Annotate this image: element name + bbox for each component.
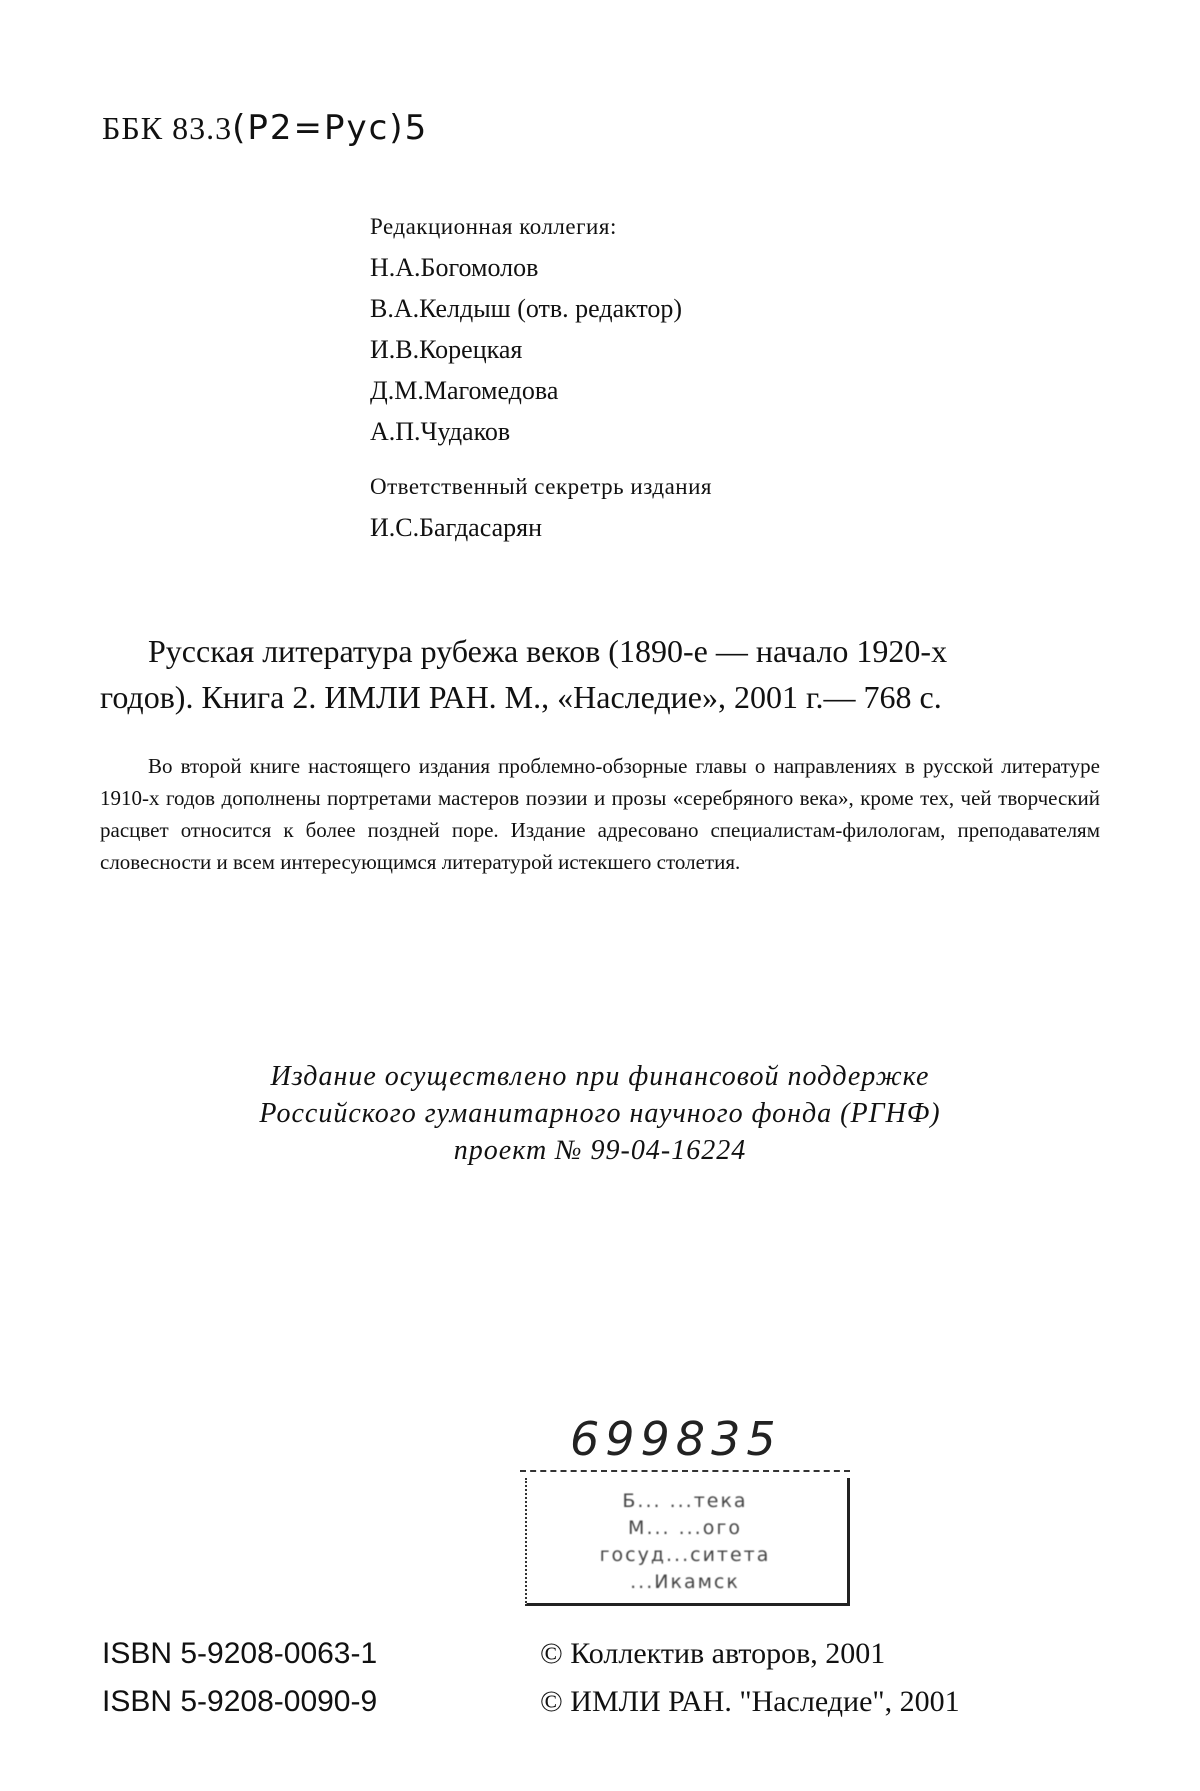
board-member: Н.А.Богомолов [370,253,539,282]
stamp-line: Б... ...тека [622,1490,748,1512]
copyright-line: © Коллектив авторов, 2001 [540,1637,886,1670]
bibliographic-line-1: Русская литература рубежа веков (1890-е — начало 1920-х [148,633,948,669]
annotation: Во второй книге настоящего издания проблемно-обзорные главы о направлениях в русской литературе 1910-х годов дополнены портретами мастеров поэзии и прозы «серебряного века», кроме тех, чей творческий расцвет относится к более поздней поре. Издание адресовано специалистам-филологам, преподавателям словесности и всем интересующимся литературой истекшего столетия. [100,754,1100,874]
library-stamp-text [540,1488,830,1596]
board-member: И.В.Корецкая [370,335,523,364]
funding-line-2: Российского гуманитарного научного фонда (РГНФ) [259,1098,941,1129]
secretary-name: И.С.Багдасарян [370,513,542,542]
bbk-handwritten-code: (Р2=Рус)5 [232,108,429,148]
stamp-line: ...Икамск [630,1571,740,1593]
copyright-line: © ИМЛИ РАН. "Наследие", 2001 [540,1685,960,1718]
bbk-index [102,108,428,148]
funding-line-1: Издание осуществлено при финансовой поддержке [270,1061,930,1092]
bbk-label: ББК [102,110,164,146]
isbn-block [102,1630,377,1726]
funding-project: проект № 99-04-16224 [453,1135,747,1166]
board-member: В.А.Келдыш (отв. редактор) [370,294,683,323]
inventory-number: 699835 [570,1412,782,1466]
isbn-line: ISBN 5-9208-0063-1 [102,1637,378,1670]
editorial-board-caption: Редакционная коллегия: [370,214,617,239]
copyright-block [540,1630,960,1726]
board-member: Д.М.Магомедова [370,376,559,405]
stamp-line: госуд...ситета [599,1544,771,1566]
secretary-caption: Ответственный секретрь издания [370,474,712,499]
bibliographic-line-2: годов). Книга 2. ИМЛИ РАН. М., «Наследие», 2001 г.— 768 с. [100,679,942,715]
stamp-line: М... ...ого [628,1517,742,1539]
bbk-code: 83.3 [172,110,233,146]
funding-note [150,1058,1050,1169]
board-member: А.П.Чудаков [370,417,511,446]
editorial-board [370,206,712,548]
bibliographic-record [100,628,1100,720]
isbn-line: ISBN 5-9208-0090-9 [102,1685,378,1718]
stamp-divider [520,1470,850,1472]
